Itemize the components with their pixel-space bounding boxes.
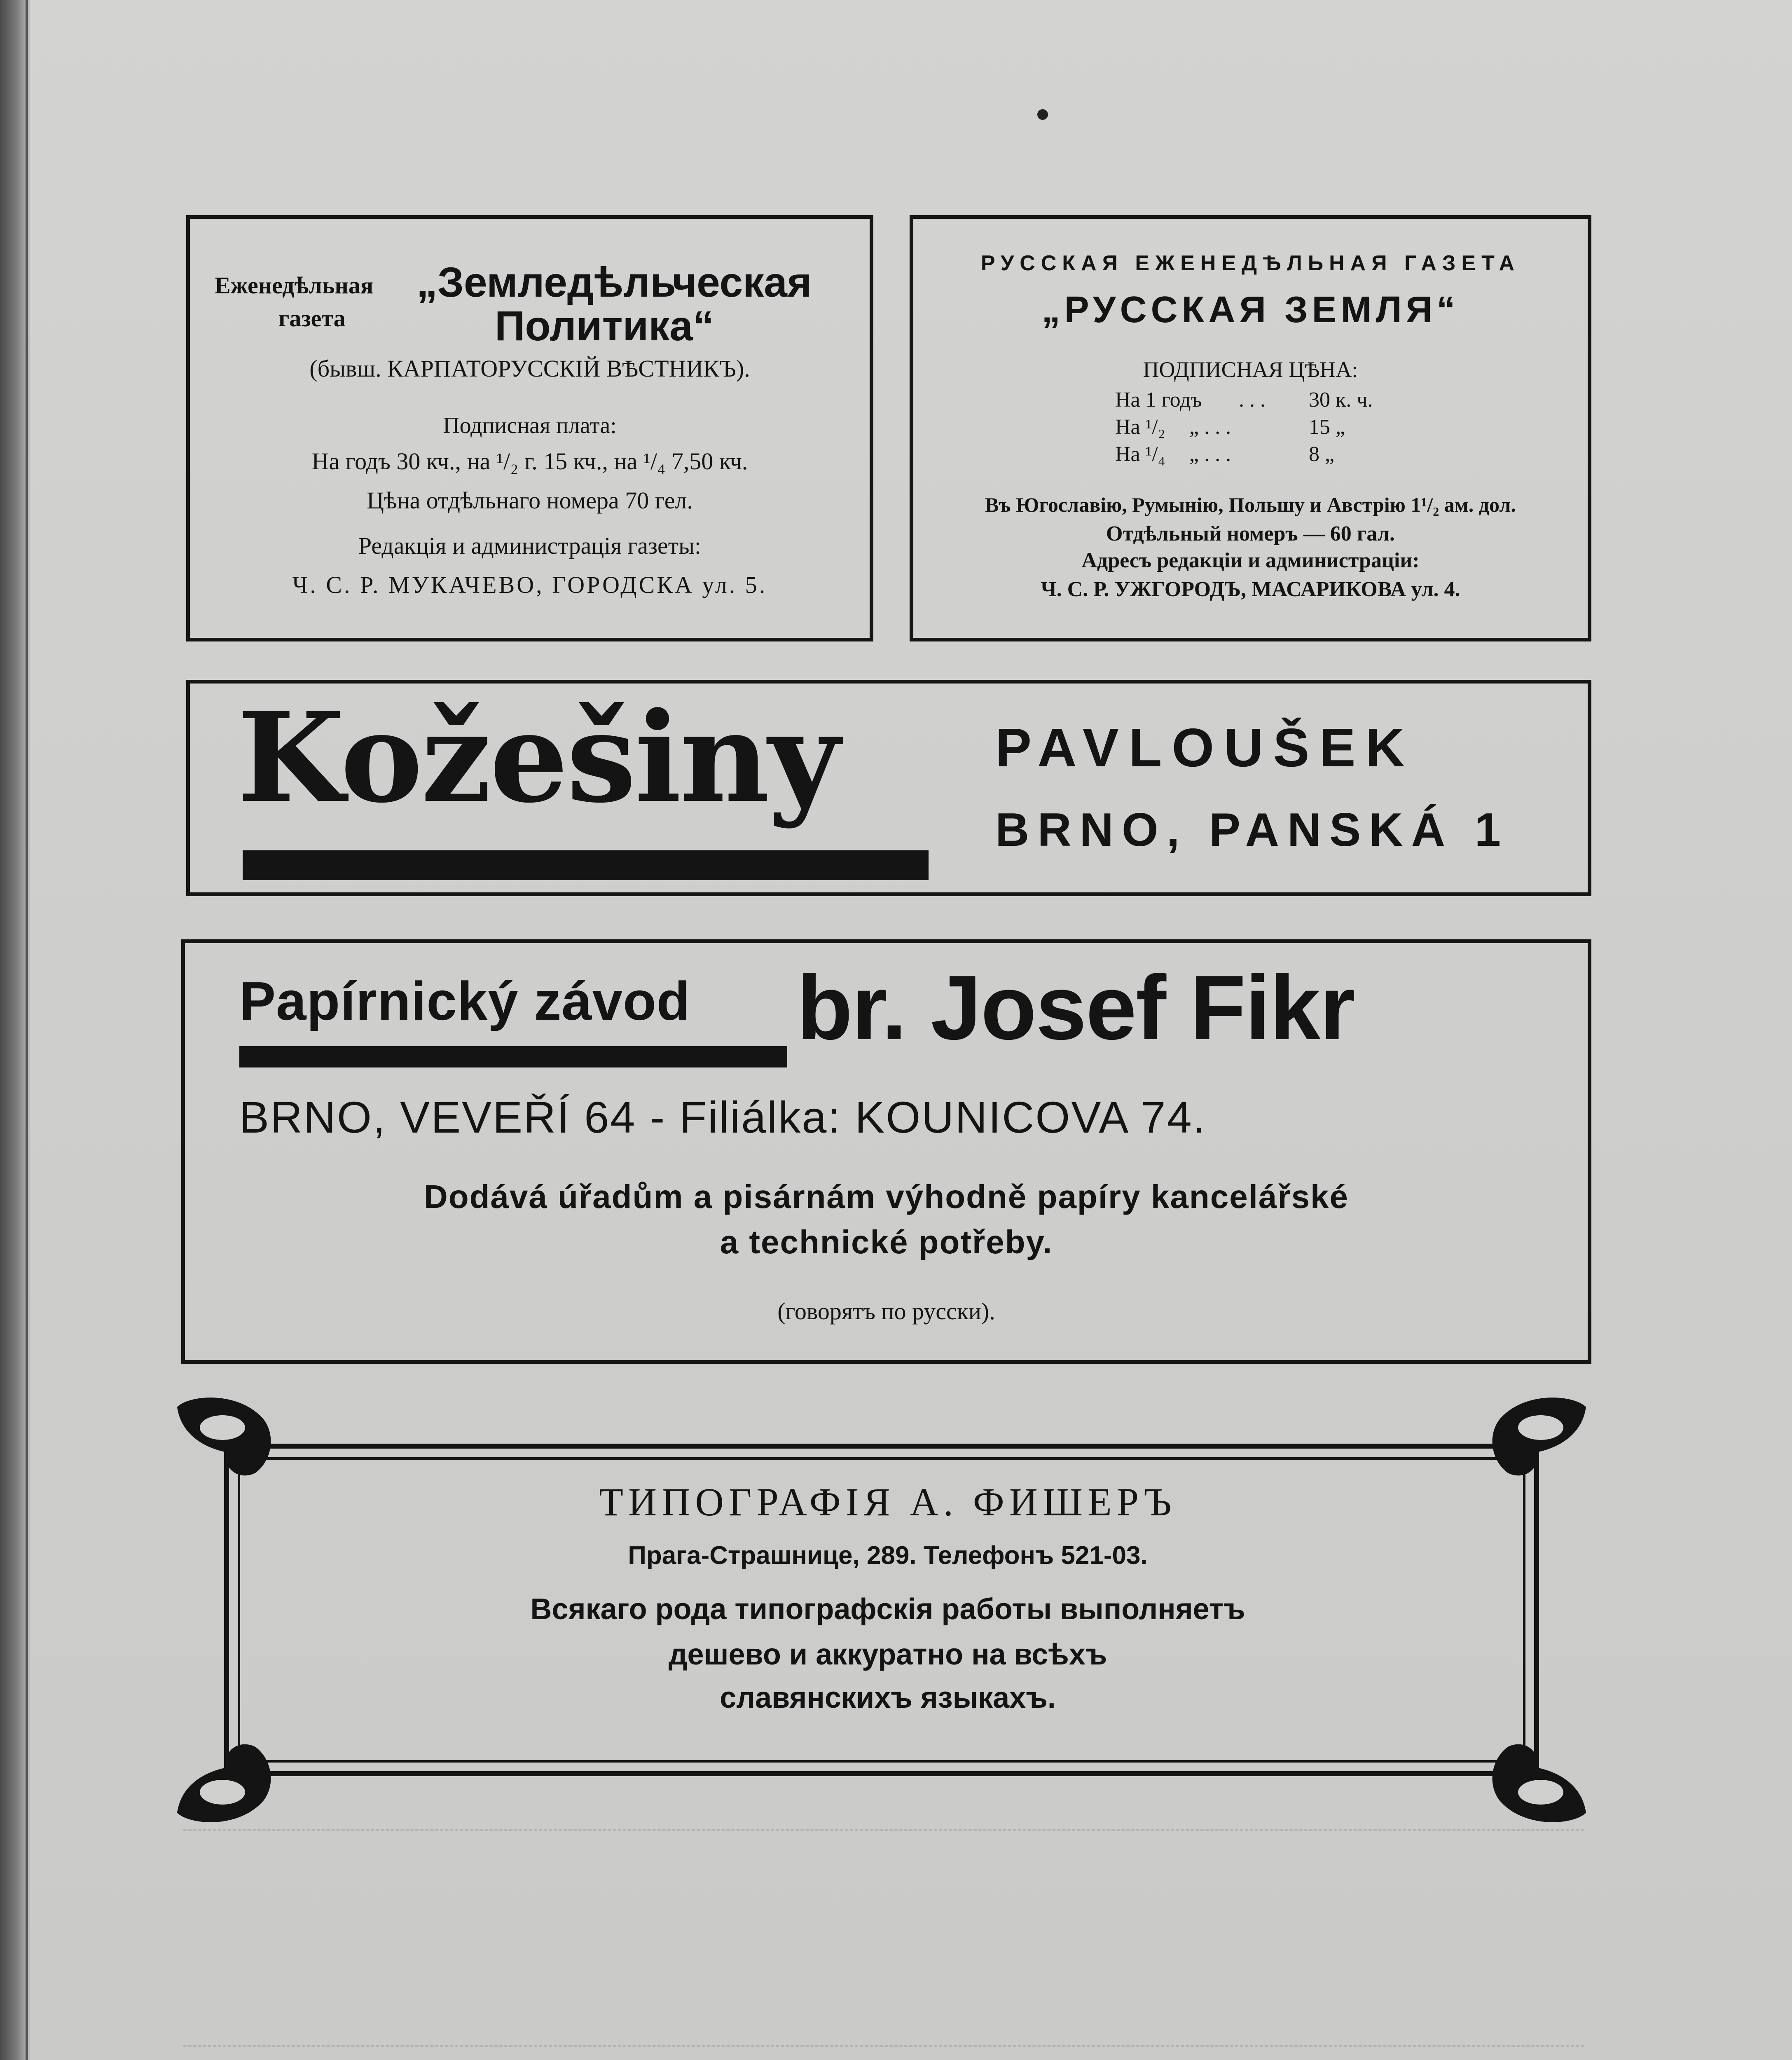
ad-zemledelcheskaya-title-1: „Земледѣльческая <box>416 259 812 306</box>
ad-russkaya-zemlya-address-heading: Адресъ редакціи и администраціи: <box>1081 549 1420 572</box>
price-row <box>1115 415 1428 442</box>
ad-fisher-title: ТИПОГРАФІЯ А. ФИШЕРЪ <box>599 1480 1177 1524</box>
price-row-amount: 8 „ <box>1309 442 1335 466</box>
ad-zemledelcheskaya-box <box>186 215 873 641</box>
punch-dot-top <box>1037 109 1048 120</box>
ad-russkaya-zemlya-kicker: РУССКАЯ ЕЖЕНЕДѢЛЬНАЯ ГАЗЕТА <box>980 251 1521 275</box>
ad-fikr-address: BRNO, VEVEŘÍ 64 - Filiálka: KOUNICOVA 74. <box>239 1092 1207 1142</box>
ad-fikr-headline-right: br. Josef Fikr <box>797 957 1355 1059</box>
ad-russkaya-zemlya-price-heading: ПОДПИСНАЯ ЦѢНА: <box>1143 357 1358 382</box>
ad-zemledelcheskaya-address-heading: Редакція и администрація газеты: <box>358 532 702 559</box>
price-row-period: На ¹/₂ <box>1115 415 1165 439</box>
ad-zemledelcheskaya-label-1: Еженедѣльная <box>215 272 374 299</box>
ad-fikr-box <box>181 939 1591 1364</box>
ad-kozesiny-underline-bar <box>243 850 929 880</box>
bleed-through-area <box>183 1829 1584 2047</box>
ad-zemledelcheskaya-address: Ч. С. Р. МУКАЧЕВО, ГОРОДСКА ул. 5. <box>292 571 767 598</box>
ad-zemledelcheskaya-single-issue-price: Цѣна отдѣльнаго номера 70 гел. <box>367 487 693 514</box>
ad-zemledelcheskaya-label-2: газета <box>278 305 346 332</box>
ad-kozesiny-address: BRNO, PANSKÁ 1 <box>995 804 1509 856</box>
ad-zemledelcheskaya-subscription-heading: Подписная плата: <box>443 413 617 438</box>
ad-russkaya-zemlya-address: Ч. С. Р. УЖГОРОДЪ, МАСАРИКОВА ул. 4. <box>1041 578 1460 601</box>
price-row-amount: 30 к. ч. <box>1309 388 1373 412</box>
price-row-period: На 1 годъ <box>1115 388 1202 412</box>
ad-russkaya-zemlya-price-table <box>1115 388 1428 469</box>
price-row-dots: . . . <box>1239 388 1266 412</box>
page-fold-line <box>26 0 28 2060</box>
price-row-dots: „ . . . <box>1189 415 1231 439</box>
price-row-amount: 15 „ <box>1309 415 1345 439</box>
ad-kozesiny-headline: Kožešiny <box>237 685 838 830</box>
price-row <box>1115 388 1428 415</box>
price-row-dots: „ . . . <box>1189 442 1231 466</box>
ad-fikr-offer-line-2: a technické potřeby. <box>720 1224 1053 1260</box>
ad-fisher-offer-1: Всякаго рода типографскія работы выполняетъ <box>530 1593 1245 1626</box>
ad-kozesiny-box <box>186 680 1591 896</box>
price-row <box>1115 442 1428 469</box>
ad-zemledelcheskaya-subscription-rates: На годъ 30 кч., на ¹/₂ г. 15 кч., на ¹/₄ 7,50 кч. <box>311 448 748 475</box>
ad-zemledelcheskaya-former-name: (бывш. КАРПАТОРУССКІЙ ВѢСТНИКЪ). <box>309 355 750 382</box>
ad-russkaya-zemlya-title: „РУССКАЯ ЗЕМЛЯ“ <box>1041 289 1460 330</box>
ad-russkaya-zemlya-single-issue: Отдѣльный номеръ — 60 гал. <box>1106 522 1395 545</box>
ad-fisher-offer-3: славянскихъ языкахъ. <box>720 1681 1056 1714</box>
price-row-period: На ¹/₄ <box>1115 442 1165 466</box>
ad-fisher-offer-2: дешево и аккуратно на всѣхъ <box>668 1638 1107 1671</box>
ad-russkaya-zemlya-box <box>910 215 1591 641</box>
ad-zemledelcheskaya-title-2: Политика“ <box>495 302 714 349</box>
ad-kozesiny-company: PAVLOUŠEK <box>995 717 1415 778</box>
ad-fikr-underline-bar <box>239 1046 787 1067</box>
ad-fikr-headline-left: Papírnický závod <box>239 971 690 1031</box>
ad-fikr-note: (говорятъ по русски). <box>777 1298 995 1325</box>
ad-fikr-offer-line-1: Dodává úřadům a pisárnám výhodně papíry kancelářské <box>423 1178 1349 1215</box>
ad-fisher-content <box>247 1479 1528 1767</box>
ad-fisher-address: Прага-Страшнице, 289. Телефонъ 521-03. <box>628 1541 1148 1570</box>
ad-russkaya-zemlya-foreign-note: Въ Югославію, Румынію, Польшу и Австрію 1¹/₂ ам. дол. <box>985 493 1516 516</box>
